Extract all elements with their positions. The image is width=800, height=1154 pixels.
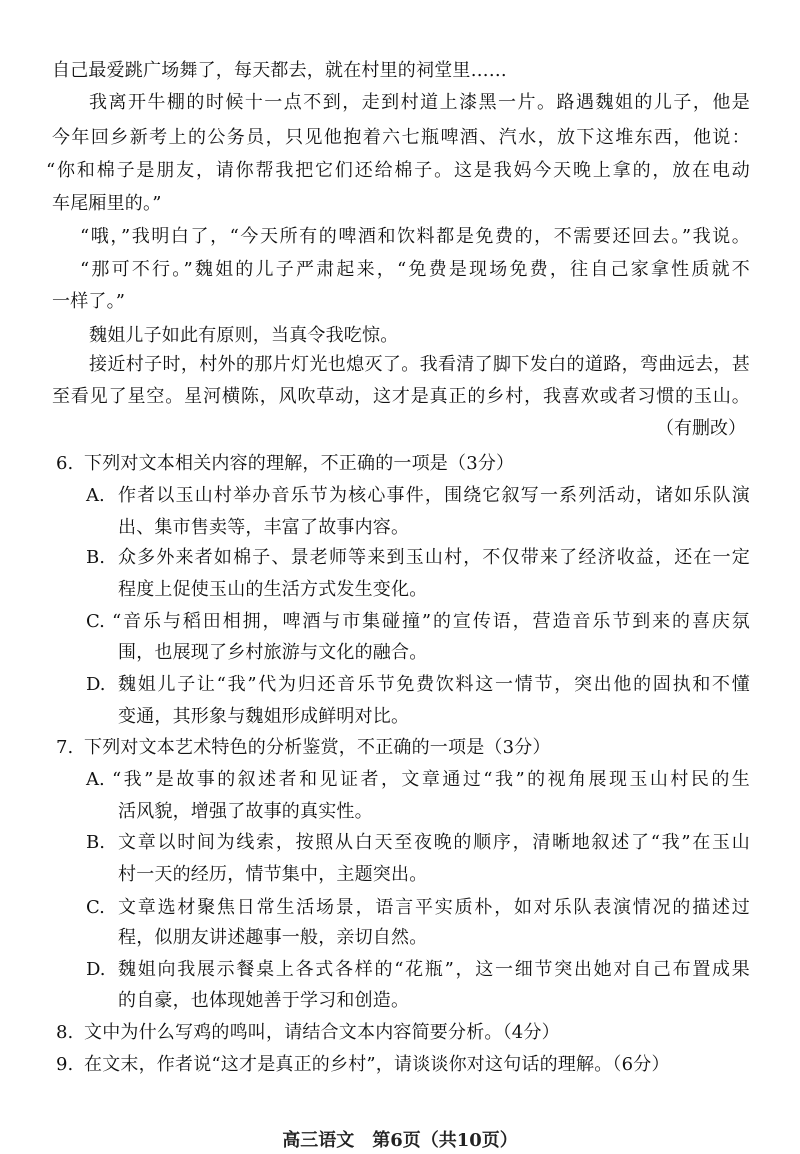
passage-line: 自己最爱跳广场舞了，每天都去，就在村里的祠堂里…… bbox=[52, 60, 507, 81]
passage-line: 我离开牛棚的时候十一点不到，走到村道上漆黑一片。路遇魏姐的儿子，他是 bbox=[89, 92, 750, 113]
option-text: 变通，其形象与魏姐形成鲜明对比。 bbox=[118, 706, 410, 727]
question-stem: 在文末，作者说“这才是真正的乡村”，请谈谈你对这句话的理解。（6分） bbox=[84, 1054, 670, 1075]
question-number: 9. bbox=[56, 1054, 74, 1075]
option-text: 围，也展现了乡村旅游与文化的融合。 bbox=[118, 642, 428, 663]
option-letter: C. bbox=[86, 897, 105, 918]
option-letter: B. bbox=[86, 832, 105, 853]
option-text: 村一天的经历，情节集中，主题突出。 bbox=[118, 864, 428, 885]
passage-line: “那可不行。”魏姐的儿子严肃起来，“免费是现场免费，往自己家拿性质就不 bbox=[80, 259, 750, 280]
option-letter: D. bbox=[86, 959, 106, 980]
passage-line: 一样了。” bbox=[52, 291, 126, 312]
option-text: 文章选材聚焦日常生活场景，语言平实质朴，如对乐队表演情况的描述过 bbox=[118, 897, 750, 918]
option-text: 魏姐儿子让“我”代为归还音乐节免费饮料这一情节，突出他的固执和不懂 bbox=[118, 674, 750, 695]
question-number: 7. bbox=[56, 737, 74, 758]
question-stem: 下列对文本艺术特色的分析鉴赏，不正确的一项是（3分） bbox=[84, 737, 551, 758]
option-text: 魏姐向我展示餐桌上各式各样的“花瓶”，这一细节突出她对自己布置成果 bbox=[118, 959, 750, 980]
passage-line: “你和棉子是朋友，请你帮我把它们还给棉子。这是我妈今天晚上拿的，放在电动 bbox=[46, 160, 750, 181]
page-footer: 高三语文 第6页（共10页） bbox=[282, 1130, 518, 1151]
option-text: 程，似朋友讲述趣事一般，亲切自然。 bbox=[118, 927, 428, 948]
question-number: 8. bbox=[56, 1022, 74, 1043]
option-letter: A. bbox=[86, 769, 105, 790]
option-letter: A. bbox=[86, 485, 105, 506]
option-letter: C. bbox=[86, 611, 105, 632]
option-text: 作者以玉山村举办音乐节为核心事件，围绕它叙写一系列活动，诸如乐队演 bbox=[118, 485, 750, 506]
option-text: “我”是故事的叙述者和见证者，文章通过“我”的视角展现玉山村民的生 bbox=[112, 769, 750, 790]
question-stem: 下列对文本相关内容的理解，不正确的一项是（3分） bbox=[84, 453, 515, 474]
passage-line: 魏姐儿子如此有原则，当真令我吃惊。 bbox=[89, 325, 399, 346]
passage-line: 接近村子时，村外的那片灯光也熄灭了。我看清了脚下发白的道路，弯曲远去，甚 bbox=[89, 354, 750, 375]
passage-line: 至看见了星空。星河横陈，风吹草动，这才是真正的乡村，我喜欢或者习惯的玉山。 bbox=[52, 386, 750, 407]
passage-line: 车尾厢里的。” bbox=[52, 193, 162, 214]
option-letter: B. bbox=[86, 547, 105, 568]
passage-line: 今年回乡新考上的公务员，只见他抱着六七瓶啤酒、汽水，放下这堆东西，他说： bbox=[52, 127, 750, 148]
option-text: 出、集市售卖等，丰富了故事内容。 bbox=[118, 517, 410, 538]
option-letter: D. bbox=[86, 674, 106, 695]
option-text: 的自豪，也体现她善于学习和创造。 bbox=[118, 990, 410, 1011]
option-text: “音乐与稻田相拥，啤酒与市集碰撞”的宣传语，营造音乐节到来的喜庆氛 bbox=[112, 611, 750, 632]
question-number: 6. bbox=[56, 453, 74, 474]
option-text: 众多外来者如棉子、景老师等来到玉山村，不仅带来了经济收益，还在一定 bbox=[118, 547, 750, 568]
passage-line: “哦，”我明白了，“今天所有的啤酒和饮料都是免费的，不需要还回去。”我说。 bbox=[80, 226, 750, 247]
option-text: 程度上促使玉山的生活方式发生变化。 bbox=[118, 579, 428, 600]
option-text: 文章以时间为线索，按照从白天至夜晚的顺序，清晰地叙述了“我”在玉山 bbox=[118, 832, 750, 853]
source-note: （有删改） bbox=[656, 418, 746, 439]
question-stem: 文中为什么写鸡的鸣叫，请结合文本内容简要分析。（4分） bbox=[84, 1022, 560, 1043]
option-text: 活风貌，增强了故事的真实性。 bbox=[118, 801, 373, 822]
